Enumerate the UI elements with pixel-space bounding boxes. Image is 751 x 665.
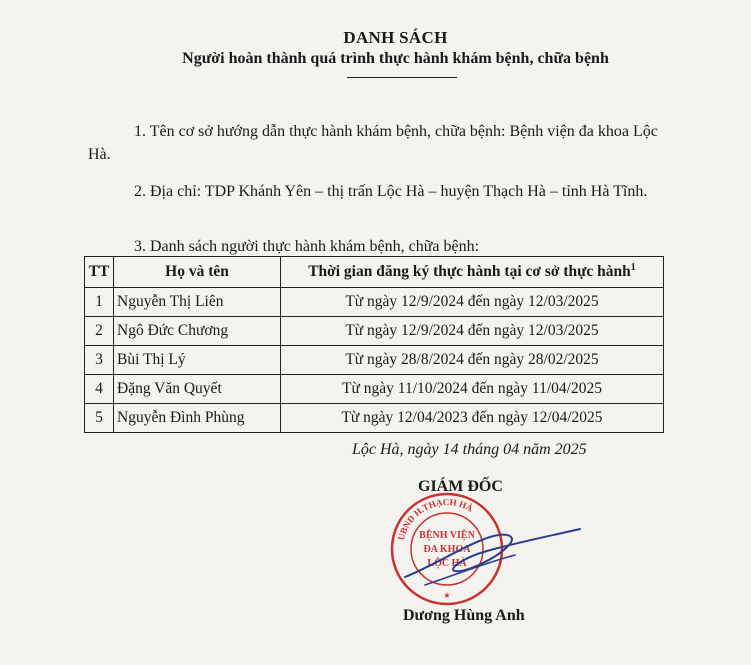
row-number: 2 — [85, 317, 114, 346]
row-number: 1 — [85, 288, 114, 317]
document-title: DANH SÁCH — [343, 28, 448, 47]
practitioner-table — [84, 256, 664, 433]
row-name: Đặng Văn Quyết — [114, 375, 281, 404]
row-time: Từ ngày 12/04/2023 đến ngày 12/04/2025 — [281, 404, 664, 433]
row-name: Bùi Thị Lý — [114, 346, 281, 375]
table-row — [85, 375, 664, 404]
item-facility-name: 1. Tên cơ sở hướng dẫn thực hành khám bệnh, chữa bệnh: Bệnh viện đa khoa Lộc Hà. — [88, 123, 658, 163]
footnote-marker: 1 — [630, 262, 636, 274]
row-time: Từ ngày 11/10/2024 đến ngày 11/04/2025 — [281, 375, 664, 404]
seal-ring-text: UBND H.THẠCH HÀ — [395, 496, 475, 542]
row-name: Nguyễn Thị Liên — [114, 288, 281, 317]
table-header-row — [85, 257, 664, 288]
row-number: 3 — [85, 346, 114, 375]
header-tt: TT — [85, 257, 114, 288]
table-row — [85, 317, 664, 346]
row-name: Nguyễn Đình Phùng — [114, 404, 281, 433]
item-list-heading: 3. Danh sách người thực hành khám bệnh, chữa bệnh: — [134, 238, 480, 255]
table-row — [85, 346, 664, 375]
handwritten-signature — [395, 515, 585, 595]
seal-line-3: LỘC HÀ — [427, 558, 467, 569]
header-name: Họ và tên — [114, 257, 281, 288]
signer-name: Dương Hùng Anh — [403, 607, 525, 624]
signer-role: GIÁM ĐỐC — [418, 478, 503, 495]
seal-line-2: ĐA KHOA — [423, 544, 471, 555]
row-time: Từ ngày 12/9/2024 đến ngày 12/03/2025 — [281, 317, 664, 346]
header-time — [281, 257, 664, 288]
item-address: 2. Địa chỉ: TDP Khánh Yên – thị trấn Lộc Hà – huyện Thạch Hà – tỉnh Hà Tĩnh. — [134, 183, 648, 200]
table-body — [85, 288, 664, 433]
signing-date: Lộc Hà, ngày 14 tháng 04 năm 2025 — [352, 441, 587, 458]
seal-star-icon: ★ — [443, 591, 451, 600]
table-row — [85, 404, 664, 433]
title-underline — [347, 77, 457, 78]
row-time: Từ ngày 28/8/2024 đến ngày 28/02/2025 — [281, 346, 664, 375]
row-number: 5 — [85, 404, 114, 433]
header-time-label: Thời gian đăng ký thực hành tại cơ sở thực hành — [308, 263, 631, 281]
row-name: Ngô Đức Chương — [114, 317, 281, 346]
row-number: 4 — [85, 375, 114, 404]
document-subtitle: Người hoàn thành quá trình thực hành khám bệnh, chữa bệnh — [182, 50, 609, 67]
seal-line-1: BỆNH VIỆN — [419, 530, 475, 541]
table-row — [85, 288, 664, 317]
row-time: Từ ngày 12/9/2024 đến ngày 12/03/2025 — [281, 288, 664, 317]
